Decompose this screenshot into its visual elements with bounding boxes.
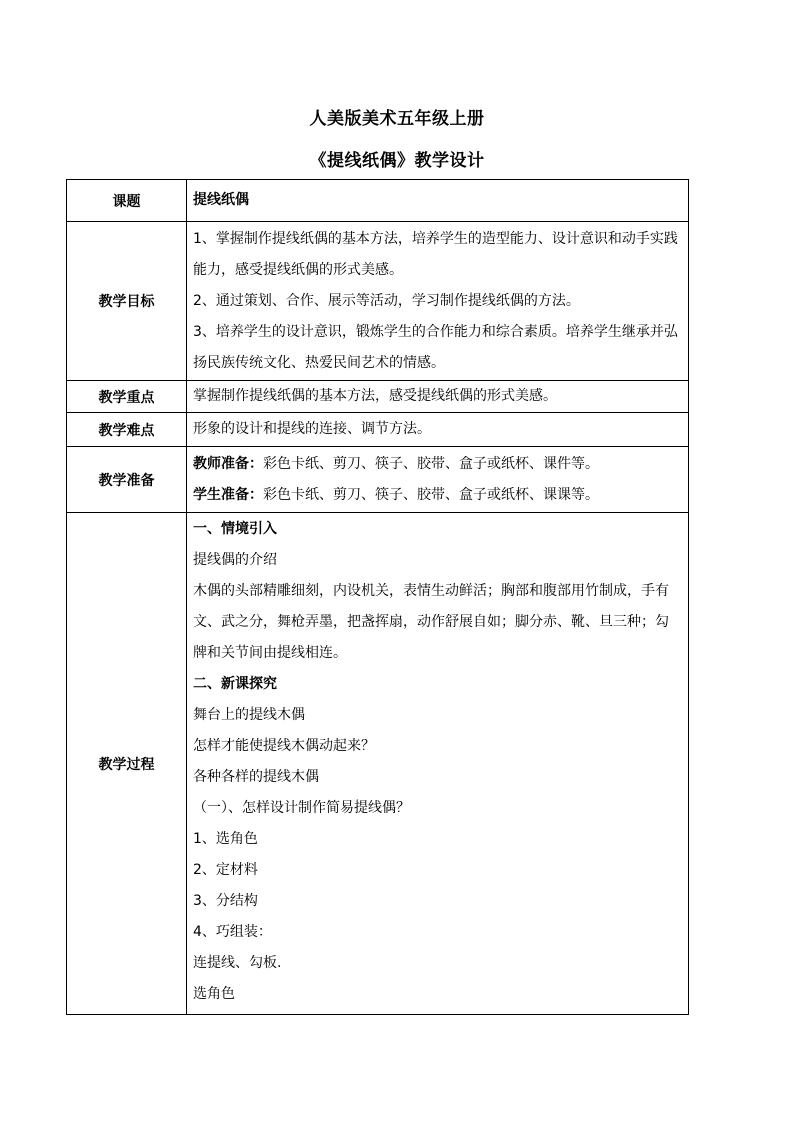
process-cell bbox=[187, 513, 689, 1015]
document-title: 人美版美术五年级上册 bbox=[309, 109, 485, 129]
table-row-difficulties bbox=[67, 413, 689, 447]
section-heading: 一、情境引入 bbox=[193, 521, 277, 537]
row-label-key-points: 教学重点 bbox=[67, 381, 187, 413]
objective-item: 1、掌握制作提线纸偶的基本方法，培养学生的造型能力、设计意识和动手实践能力，感受提线纸偶的形式美感。 bbox=[193, 230, 678, 278]
student-preparation-value: 彩色卡纸、剪刀、筷子、胶带、盒子或纸杯、课课等。 bbox=[263, 486, 599, 503]
teacher-preparation-value: 彩色卡纸、剪刀、筷子、胶带、盒子或纸杯、课件等。 bbox=[263, 455, 599, 472]
row-label-objectives: 教学目标 bbox=[67, 222, 187, 381]
table-row-process bbox=[67, 513, 689, 1015]
section-heading: 二、新课探究 bbox=[193, 676, 277, 692]
table-row-objectives bbox=[67, 222, 689, 381]
objective-item: 3、培养学生的设计意识，锻炼学生的合作能力和综合素质。培养学生继承并弘扬民族传统文化、热爱民间艺术的情感。 bbox=[193, 323, 678, 371]
table-row-preparation bbox=[67, 447, 689, 513]
process-line: 提线偶的介绍 bbox=[193, 552, 277, 568]
teacher-preparation bbox=[193, 449, 682, 480]
row-label-topic: 课题 bbox=[67, 180, 187, 222]
difficulties-value: 形象的设计和提线的连接、调节方法。 bbox=[187, 413, 689, 447]
lesson-plan-table bbox=[66, 179, 689, 1015]
process-line: 4、巧组装： bbox=[193, 924, 272, 940]
process-line: 怎样才能使提线木偶动起来？ bbox=[193, 738, 375, 754]
student-preparation-label: 学生准备： bbox=[193, 486, 263, 503]
document-subtitle: 《提线纸偶》教学设计 bbox=[309, 151, 485, 171]
key-points-value: 掌握制作提线纸偶的基本方法，感受提线纸偶的形式美感。 bbox=[187, 381, 689, 413]
process-line: 选角色 bbox=[193, 986, 235, 1002]
preparation-cell bbox=[187, 447, 689, 513]
objectives-cell bbox=[187, 222, 689, 381]
process-line: 各种各样的提线木偶 bbox=[193, 769, 319, 785]
objective-item: 2、通过策划、合作、展示等活动，学习制作提线纸偶的方法。 bbox=[193, 292, 580, 309]
process-line: 舞台上的提线木偶 bbox=[193, 707, 305, 723]
process-line: 连提线、勾板. bbox=[193, 955, 282, 971]
teacher-preparation-label: 教师准备： bbox=[193, 455, 263, 472]
row-label-process: 教学过程 bbox=[67, 513, 187, 1015]
process-line: 3、分结构 bbox=[193, 893, 258, 909]
process-paragraph: 木偶的头部精雕细刻，内设机关，表情生动鲜活；胸部和腹部用竹制成，手有文、武之分，舞枪弄墨，把盏挥扇，动作舒展自如；脚分赤、靴、旦三种；勾牌和关节间由提线相连。 bbox=[193, 583, 669, 661]
student-preparation bbox=[193, 480, 682, 511]
process-line: 1、选角色 bbox=[193, 831, 258, 847]
row-label-difficulties: 教学难点 bbox=[67, 413, 187, 447]
row-label-preparation: 教学准备 bbox=[67, 447, 187, 513]
process-line: 2、定材料 bbox=[193, 862, 258, 878]
table-row-topic bbox=[67, 180, 689, 222]
process-line: （一）、怎样设计制作简易提线偶？ bbox=[193, 800, 410, 816]
topic-value: 提线纸偶 bbox=[187, 180, 689, 222]
table-row-key-points bbox=[67, 381, 689, 413]
